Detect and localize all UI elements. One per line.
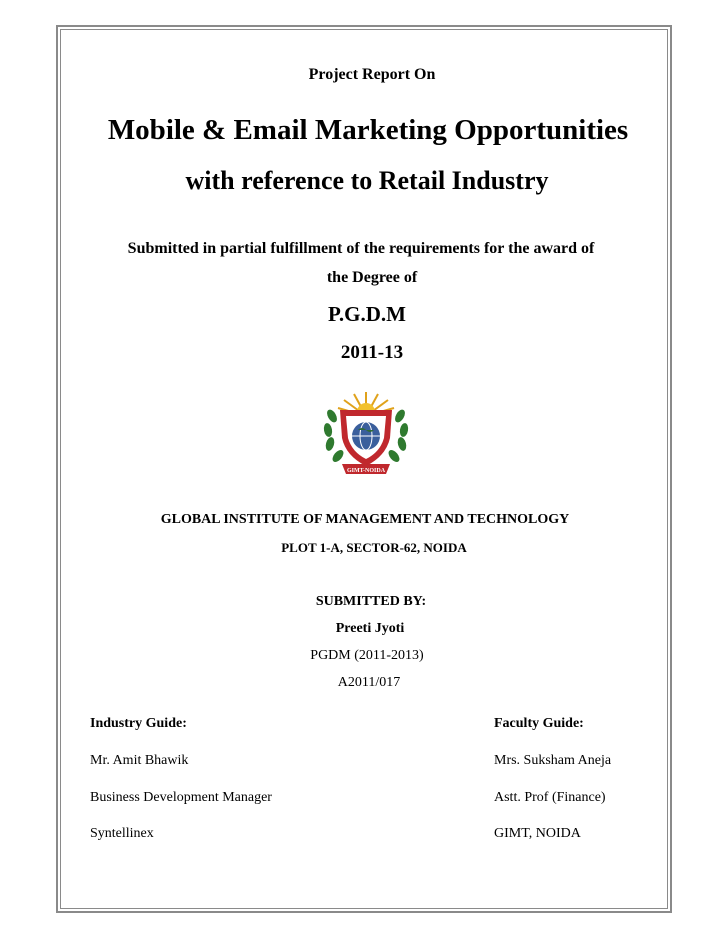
faculty-guide-name: Mrs. Suksham Aneja <box>494 753 612 768</box>
industry-guide-designation: Business Development Manager <box>90 790 272 805</box>
student-name: Preeti Jyoti <box>335 621 405 636</box>
gimt-crest-icon <box>318 386 414 480</box>
submitted-by-heading: SUBMITTED BY: <box>315 594 427 609</box>
degree-year: 2011-13 <box>340 342 404 363</box>
svg-text:GIMT-NOIDA: GIMT-NOIDA <box>346 468 386 474</box>
faculty-guide-designation: Astt. Prof (Finance) <box>494 790 606 805</box>
report-title-line2: with reference to Retail Industry <box>185 166 549 195</box>
industry-guide-heading: Industry Guide: <box>90 716 187 731</box>
student-roll: A2011/017 <box>337 675 401 690</box>
industry-guide-name: Mr. Amit Bhawik <box>90 753 189 768</box>
student-program: PGDM (2011-2013) <box>310 648 424 663</box>
report-kicker: Project Report On <box>308 66 436 83</box>
institute-name: GLOBAL INSTITUTE OF MANAGEMENT AND TECHNOLOGY <box>160 512 570 527</box>
report-title-line1: Mobile & Email Marketing Opportunities <box>107 114 629 146</box>
faculty-guide-organization: GIMT, NOIDA <box>494 826 581 841</box>
submission-line1: Submitted in partial fulfillment of the requirements for the award of <box>127 240 595 257</box>
degree-name: P.G.D.M <box>328 302 406 326</box>
industry-guide-organization: Syntellinex <box>90 826 154 841</box>
institute-address: PLOT 1-A, SECTOR-62, NOIDA <box>281 540 467 555</box>
submission-line2: the Degree of <box>326 269 418 286</box>
faculty-guide-heading: Faculty Guide: <box>494 716 584 731</box>
